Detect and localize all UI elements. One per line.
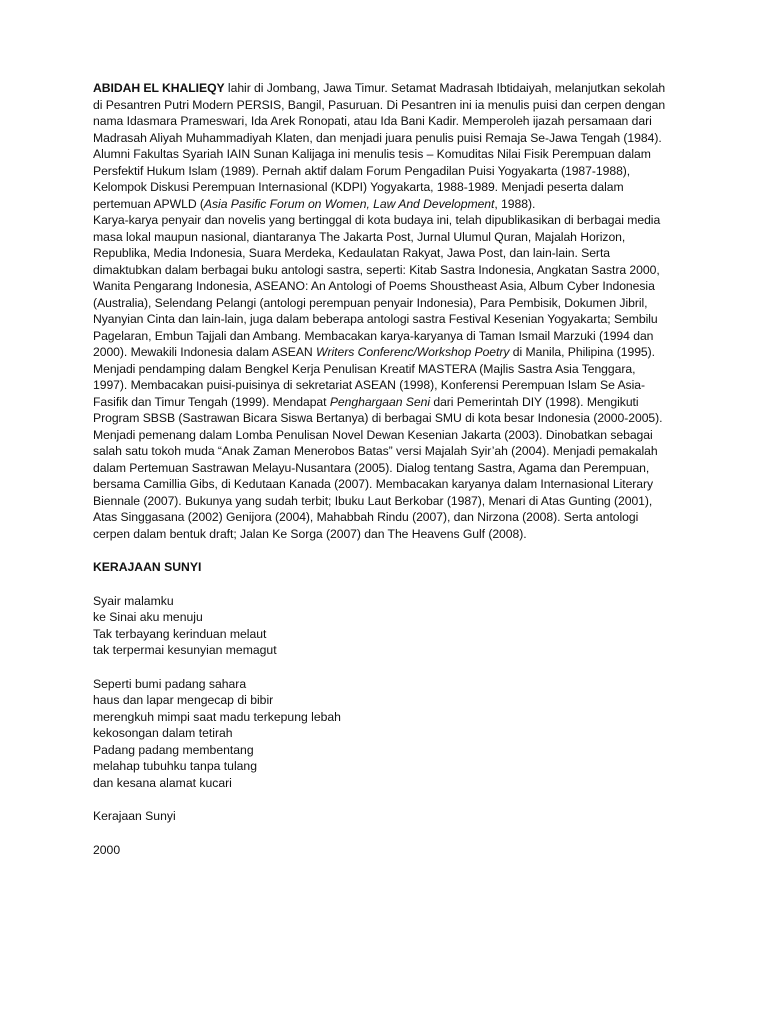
bio-text: di Manila, Philipina (1995). Menjadi pendamping dalam Bengkel Kerja Penulisan Kreatif MASTERA (Majlis Sastra Asia Tenggara, 1997). Membacakan puisi-puisinya di sekretariat ASEAN (1998), Konferensi Perempuan Islam Se Asia-Fasifik dan Timur Tengah (1999). Mendapat: [93, 345, 655, 409]
bio-text: , 1988).: [494, 196, 536, 211]
poem-line: tak terpermai kesunyian memagut: [93, 643, 277, 657]
bio-text: lahir di Jombang, Jawa Timur. Setamat Madrasah Ibtidaiyah, melanjutkan sekolah di Pesantren Putri Modern PERSIS, Bangil, Pasuruan. Di Pesantren ini ia menulis puisi dan cerpen dengan nama Idasmara Prameswari, Ida Arek Ronopati, atau Ida Bani Kadir. Memperoleh ijazah persamaan dari Madrasah Aliyah Muhammadiyah Klaten, dan menjadi juara penulis puisi Remaja Se-Jawa Tengah (1984). Alumni Fakultas Syariah IAIN Sunan Kalijaga ini menulis tesis – Komuditas Nilai Fisik Perempuan dalam Persfektif Hukum Islam (1989). Pernah aktif dalam Forum Pengadilan Puisi Yogyakarta (1987-1988), Kelompok Diskusi Perempuan Internasional (KDPI) Yogyakarta, 1988-1989. Menjadi peserta dalam pertemuan APWLD (: [93, 81, 666, 211]
poem-stanza-1: [93, 593, 672, 659]
poem-line: kekosongan dalam tetirah: [93, 726, 233, 740]
poem-stanza-2: [93, 676, 672, 792]
poem-line: ke Sinai aku menuju: [93, 610, 203, 624]
poem-line: Syair malamku: [93, 593, 174, 608]
bio-italic-text: Penghargaan Seni: [329, 394, 430, 409]
poem-line: haus dan lapar mengecap di bibir: [93, 693, 274, 707]
poem-line: merengkuh mimpi saat madu terkepung lebah: [93, 709, 341, 724]
poem-closing: Kerajaan Sunyi: [93, 809, 176, 823]
bio-italic-text: Writers Conferenc/Workshop Poetry: [316, 345, 510, 359]
poem-line: Padang padang membentang: [93, 742, 254, 757]
bio-text: Karya-karya penyair dan novelis yang bertinggal di kota budaya ini, telah dipublikasikan di berbagai media masa lokal maupun nasional, diantaranya The Jakarta Post, Jurnal Ulumul Quran, Majalah Horizon, Republika, Media Indonesia, Suara Merdeka, Kedaulatan Rakyat, Jawa Post, dan lain-lain. Serta dimaktubkan dalam berbagai buku antologi sastra, seperti: Kitab Sastra Indonesia, Angkatan Sastra 2000, Wanita Pengarang Indonesia, ASEANO: An Antologi of Poems Shoustheast Asia, Album Cyber Indonesia (Australia), Selendang Pelangi (antologi perempuan penyair Indonesia), Para Pembisik, Dokumen Jibril, Nyanyian Cinta dan lain-lain, juga dalam beberapa antologi sastra Festival Kesenian Yogyakarta; Sembilu Pagelaran, Embun Tajjali dan Ambang. Membacakan karya-karyanya di Taman Ismail Marzuki (1994 dan 2000). Mewakili Indonesia dalam ASEAN: [93, 213, 661, 359]
poem-year: 2000: [93, 842, 121, 857]
poem-title: KERAJAAN SUNYI: [93, 560, 202, 574]
poem-line: Tak terbayang kerinduan melaut: [93, 626, 267, 641]
bio-italic-text: Asia Pasific Forum on Women, Law And Development: [203, 196, 495, 211]
bio-text: dari Pemerintah DIY (1998). Mengikuti Program SBSB (Sastrawan Bicara Siswa Bertanya) di berbagai SMU di kota besar Indonesia (2000-2005). Menjadi pemenang dalam Lomba Penulisan Novel Dewan Kesenian Jakarta (2003). Dinobatkan sebagai salah satu tokoh muda “Anak Zaman Menerobos Batas” versi Majalah Syir’ah (2004). Menjadi pemakalah dalam Pertemuan Sastrawan Melayu-Nusantara (2005). Dialog tentang Sastra, Agama dan Perempuan, bersama Camillia Gibs, di Kedutaan Kanada (2007). Membacakan karyanya dalam Internasional Literary Biennale (2007). Bukunya yang sudah terbit; Ibuku Laut Berkobar (1987), Menari di Atas Gunting (2001), Atas Singgasana (2002) Genijora (2004), Mahabbah Rindu (2007), dan Nirzona (2008). Serta antologi cerpen dalam bentuk draft; Jalan Ke Sorga (2007) dan The Heavens Gulf (2008).: [93, 394, 663, 541]
bio-paragraph-1: [93, 80, 672, 212]
poem-line: Seperti bumi padang sahara: [93, 676, 247, 691]
poem-line: melahap tubuhku tanpa tulang: [93, 759, 257, 773]
bio-paragraph-2: [93, 212, 672, 542]
poem-line: dan kesana alamat kucari: [93, 775, 232, 790]
author-name: ABIDAH EL KHALIEQY: [93, 81, 225, 95]
